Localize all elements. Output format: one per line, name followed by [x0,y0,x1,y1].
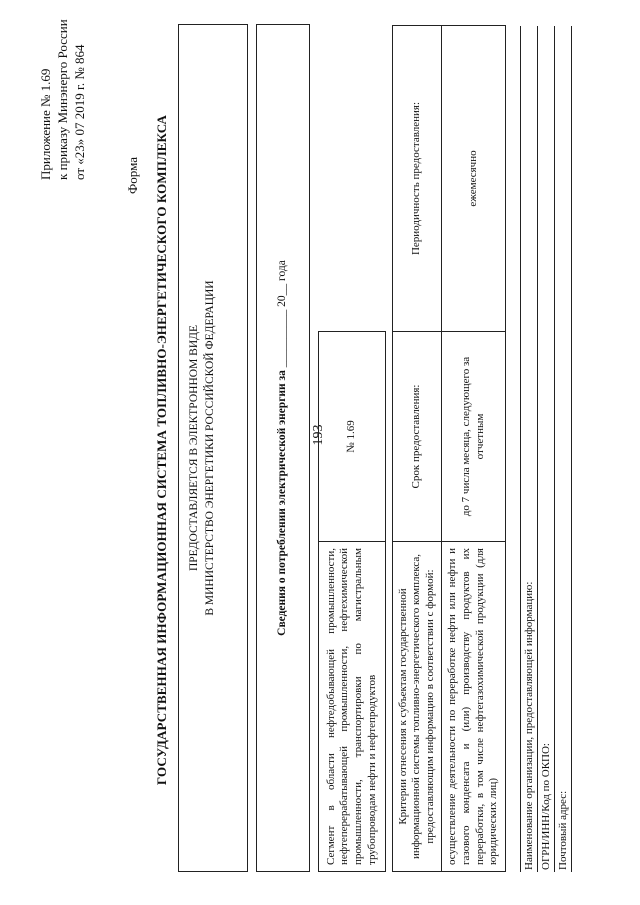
main-title: ГОСУДАРСТВЕННАЯ ИНФОРМАЦИОННАЯ СИСТЕМА ТОПЛИВНО-ЭНЕРГЕТИЧЕСКОГО КОМПЛЕКСА [154,114,169,786]
deadline-header: Срок предоставления: [393,332,442,542]
segment-table [318,331,386,872]
criteria-header: Критерии отнесения к субъектам государственной информационной системы топливно-энергетического комплекса, предоставляющим информацию в соответствии с формой: [393,542,442,872]
segment-description: Сегмент в области нефтедобывающей промышленности, нефтеперерабатывающей промышленности, нефтехимической промышленности, транспортировки по магистральным трубопроводам нефти и нефтепродуктов [319,542,386,872]
form-number: № 1.69 [319,332,386,542]
criteria-table [392,25,506,872]
form-label: Форма [125,157,140,194]
form-sheet [30,20,590,880]
org-name-field[interactable]: Наименование организации, предоставляющей информацию: [520,26,538,872]
organization-info [520,26,572,872]
report-title: Сведения о потреблении электрической энергии за [276,370,288,636]
org-ogrn-field[interactable]: ОГРН/ИНН/Код по ОКПО: [538,26,555,872]
deadline-value: до 7 числа месяца, следующего за отчетным [442,332,506,542]
electronic-notice: ПРЕДОСТАВЛЯЕТСЯ В ЭЛЕКТРОННОМ ВИДЕ [188,324,200,572]
ministry-notice: В МИНИСТЕРСТВО ЭНЕРГЕТИКИ РОССИЙСКОЙ ФЕДЕРАЦИИ [204,280,216,616]
report-year[interactable]: 20__ [276,283,288,307]
report-year-suffix: года [276,260,288,281]
appendix-number: Приложение № 1.69 [38,68,53,180]
report-frame [256,24,310,872]
criteria-value: осуществление деятельности по переработке нефти или нефти и газового конденсата и (или) производству продуктов их переработки, в том числе нефтегазохимической продукции (для юридических лиц) [442,542,506,872]
period-value: ежемесячно [442,26,506,332]
page-number: 193 [311,424,326,446]
report-period-blank[interactable]: __________ [276,309,288,368]
submission-frame [178,24,248,872]
report-title-line [275,25,289,871]
appendix-order: к приказу Минэнерго России [54,19,70,180]
appendix-date: от «23» 07 2019 г. № 864 [71,44,87,180]
appendix-block [38,10,89,180]
org-address-field[interactable]: Почтовый адрес: [555,26,572,872]
period-header: Периодичность предоставления: [393,26,442,332]
